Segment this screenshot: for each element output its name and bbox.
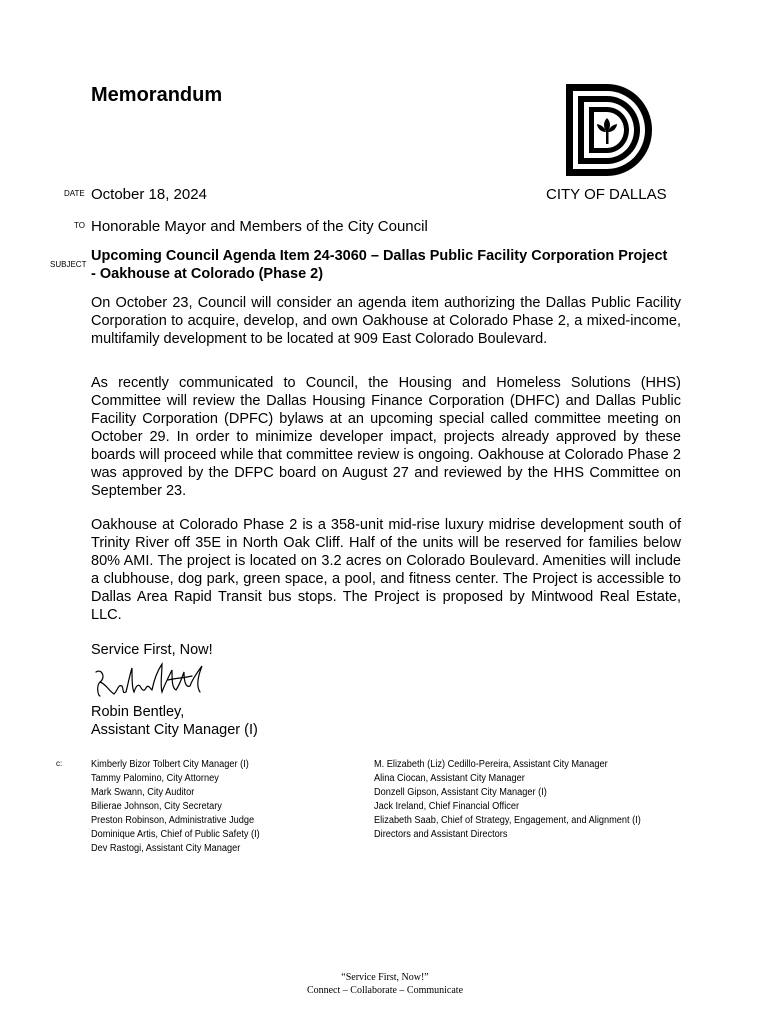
body-paragraph-1: On October 23, Council will consider an agenda item authorizing the Dallas Public Facility Corporation to acquire, develop, and own Oakhouse at Colorado Phase 2, a mixed-income, multifamily development to be located at 909 East Colorado Boulevard. <box>91 295 681 347</box>
footer-tagline: Connect – Collaborate – Communicate <box>306 985 464 996</box>
closing-line: Service First, Now! <box>91 642 213 658</box>
city-of-dallas-logo <box>562 80 652 180</box>
signer-title: Assistant City Manager (I) <box>91 722 258 738</box>
cc-item: Elizabeth Saab, Chief of Strategy, Engagement, and Alignment (I) <box>374 815 641 826</box>
memo-recipient: Honorable Mayor and Members of the City Council <box>91 218 428 235</box>
cc-item: Mark Swann, City Auditor <box>91 787 195 798</box>
city-name: CITY OF DALLAS <box>546 186 667 203</box>
cc-item: Donzell Gipson, Assistant City Manager (I) <box>374 787 547 798</box>
body-paragraph-2: As recently communicated to Council, the Housing and Homeless Solutions (HHS) Committee will review the Dallas Housing Finance Corporation (DHFC) and Dallas Public Facility Corporation (DPFC) bylaws at an upcoming special called committee meeting on October 29. In order to minimize developer impact, projects already approved by these boards will proceed while that committee review is ongoing. Oakhouse at Colorado Phase 2 was approved by the DFPC board on August 27 and reviewed by the HHS Committee on September 23. <box>91 375 681 499</box>
cc-item: M. Elizabeth (Liz) Cedillo-Pereira, Assistant City Manager <box>374 759 608 770</box>
cc-list-left <box>91 758 260 856</box>
signer-name: Robin Bentley, <box>91 704 185 720</box>
signature <box>92 660 207 702</box>
cc-item: Alina Ciocan, Assistant City Manager <box>374 773 525 784</box>
cc-item: Jack Ireland, Chief Financial Officer <box>374 801 520 812</box>
memo-subject: Upcoming Council Agenda Item 24-3060 – Dallas Public Facility Corporation Project - Oakhouse at Colorado (Phase 2) <box>91 248 668 282</box>
footer-motto: “Service First, Now!” <box>341 972 429 983</box>
body-paragraph-3: Oakhouse at Colorado Phase 2 is a 358-unit mid-rise luxury midrise development south of Trinity River off 35E in North Oak Cliff. Half of the units will be reserved for families below 80% AMI. The project is located on 3.2 acres on Colorado Boulevard. Amenities will include a clubhouse, dog park, green space, a pool, and fitness center. The Project is accessible to Dallas Area Rapid Transit bus stops. The Project is proposed by Mintwood Real Estate, LLC. <box>91 517 681 623</box>
cc-item: Bilierae Johnson, City Secretary <box>91 801 222 812</box>
date-label: DATE <box>64 189 85 198</box>
memo-title: Memorandum <box>91 84 223 106</box>
cc-item: Dev Rastogi, Assistant City Manager <box>91 843 241 854</box>
cc-item: Kimberly Bizor Tolbert City Manager (I) <box>91 759 249 770</box>
cc-list-right <box>374 758 641 842</box>
memo-date: October 18, 2024 <box>91 186 207 203</box>
subject-label: SUBJECT <box>50 260 87 269</box>
to-label: TO <box>74 221 85 230</box>
cc-item: Preston Robinson, Administrative Judge <box>91 815 255 826</box>
cc-label: c: <box>56 759 63 768</box>
cc-item: Tammy Palomino, City Attorney <box>91 773 219 784</box>
cc-item: Dominique Artis, Chief of Public Safety (I) <box>91 829 260 840</box>
cc-item: Directors and Assistant Directors <box>374 829 508 840</box>
